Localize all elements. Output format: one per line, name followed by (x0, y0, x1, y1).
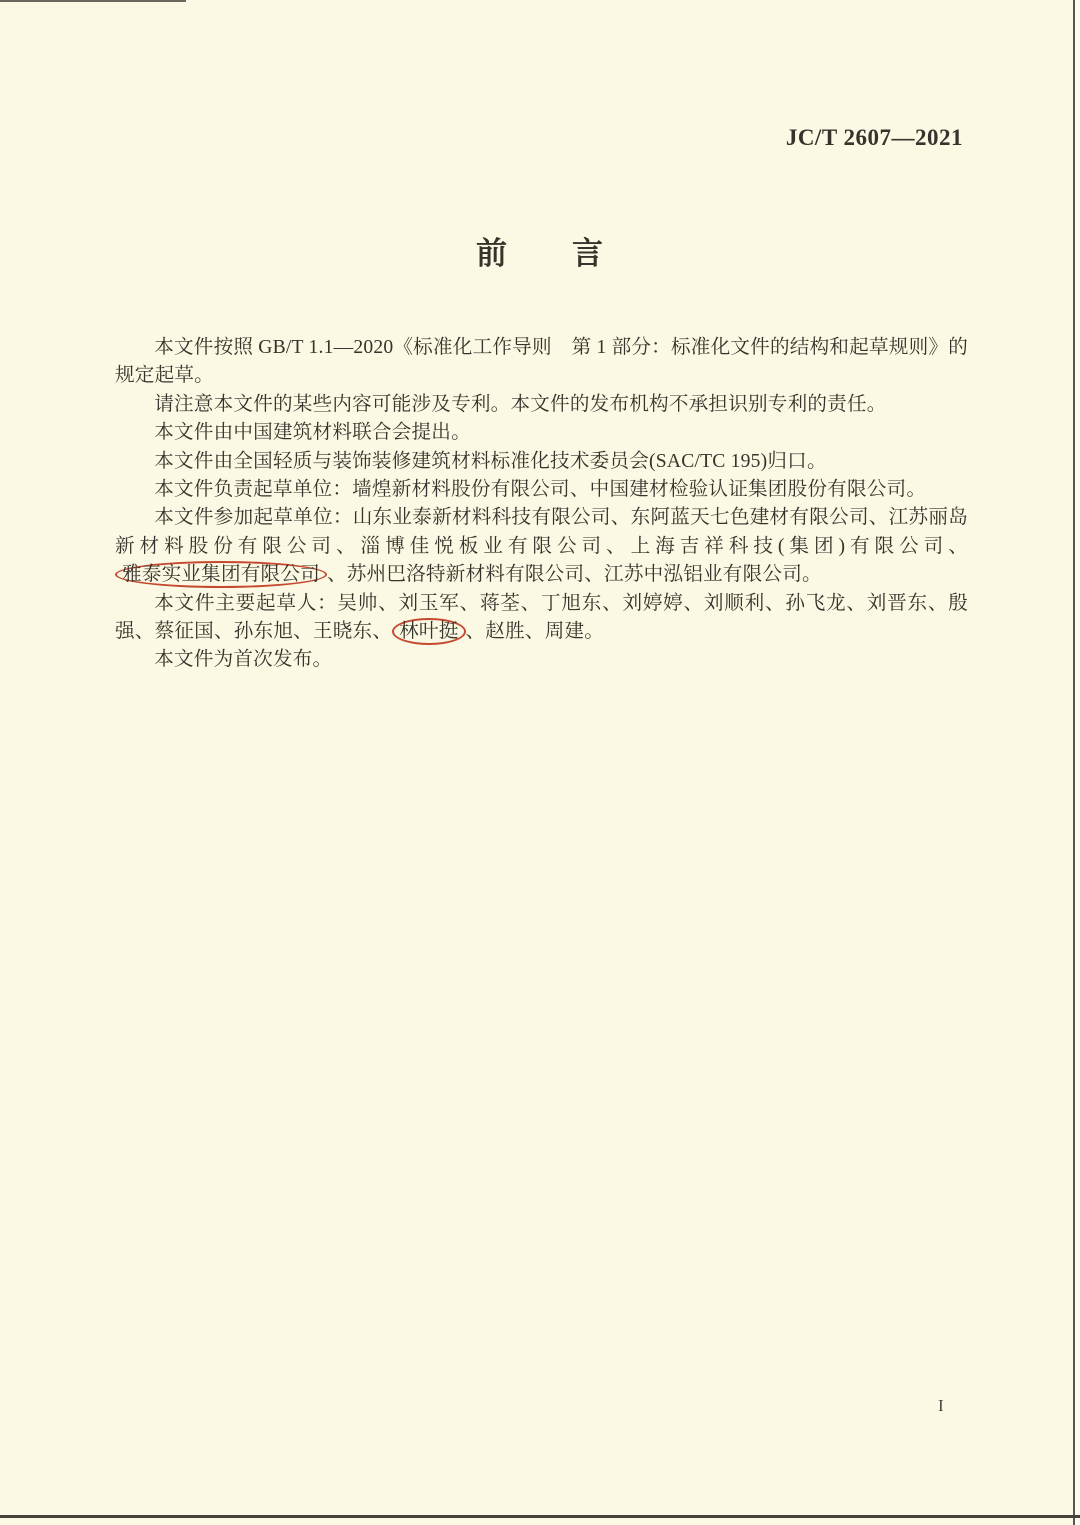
paragraph-text: 本文件主要起草人：吴帅、刘玉军、蒋荃、丁旭东、刘婷婷、刘顺利、孙飞龙、刘晋东、殷强、蔡征国、孙东旭、王晓东、 (115, 592, 968, 643)
paragraph-first-issue (115, 646, 968, 674)
paragraph-text: 本文件按照 GB/T 1.1—2020《标准化工作导则 第 1 部分：标准化文件的结构和起草规则》的规定起草。 (115, 337, 968, 387)
paragraph-main-drafters (115, 590, 968, 647)
paragraph-text: 本文件由全国轻质与装饰装修建筑材料标准化技术委员会(SAC/TC 195)归口。 (154, 450, 827, 472)
foreword-body (115, 334, 968, 675)
paragraph-centralized-by (115, 448, 968, 476)
paragraph-text: 本文件参加起草单位：山东业泰新材料科技有限公司、东阿蓝天七色建材有限公司、江苏丽岛新材料股份有限公司、淄博佳悦板业有限公司、上海吉祥科技(集团)有限公司、 (115, 507, 968, 557)
paragraph-patent-notice (115, 391, 968, 419)
scan-edge-right-paper (1075, 0, 1080, 1525)
paragraph-participating-organizations (115, 504, 968, 589)
red-oval-annotation-company: 雅泰实业集团有限公司 (115, 561, 327, 588)
red-oval-annotation-drafter: 林叶挺 (392, 618, 465, 645)
paragraph-text: 本文件由中国建筑材料联合会提出。 (154, 422, 471, 444)
paragraph-text: 、赵胜、周建。 (465, 621, 605, 643)
paragraph-text: 请注意本文件的某些内容可能涉及专利。本文件的发布机构不承担识别专利的责任。 (154, 393, 887, 415)
paragraph-proposed-by (115, 419, 968, 447)
scan-edge-bottom-line (0, 1515, 1080, 1518)
paragraph-drafting-rules (115, 334, 968, 391)
paragraph-chief-drafting-organizations (115, 476, 968, 504)
page-number: I (938, 1396, 944, 1415)
page-title: 前 言 (476, 236, 604, 271)
paragraph-text: 本文件为首次发布。 (154, 649, 333, 671)
standard-code: JC/T 2607—2021 (785, 125, 963, 150)
paragraph-text: 本文件负责起草单位：墙煌新材料股份有限公司、中国建材检验认证集团股份有限公司。 (154, 479, 927, 501)
paragraph-text: 、苏州巴洛特新材料有限公司、江苏中泓铝业有限公司。 (326, 564, 822, 586)
scan-edge-top-left-artifact (0, 0, 186, 2)
scan-edge-right-line (1073, 0, 1075, 1525)
